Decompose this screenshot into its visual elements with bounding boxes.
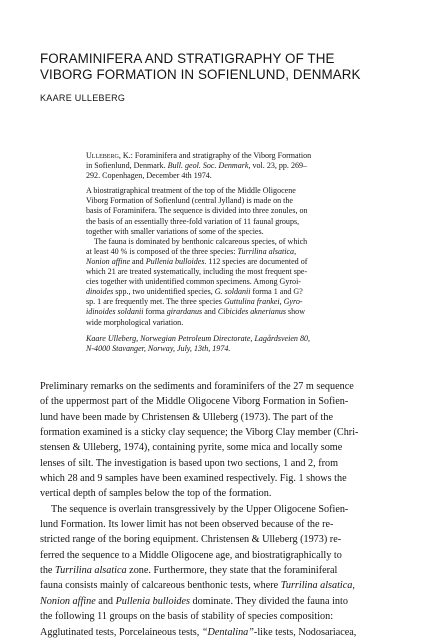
body-text (40, 379, 395, 640)
citation: Ulleberg, K.: Foraminifera and stratigraphy of the Viborg Formation in Sofienlund, Denmark. Bull. geol. Soc. Denmark, vol. 23, pp. 269– 292. Copenhagen, December 4th 1974. (86, 151, 312, 181)
author-name: KAARE ULLEBERG (40, 93, 126, 103)
title-line-1: FORAMINIFERA AND STRATIGRAPHY OF THE (40, 51, 335, 66)
title-line-2: VIBORG FORMATION IN SOFIENLUND, DENMARK (40, 67, 361, 82)
body-paragraph-2: The sequence is overlain transgressively by the Upper Oligocene Sofien- lund Formation. Its lower limit has not been observed because of the re- stricted range of the boring equipment. Christensen & Ulleberg (1973) re- ferred the sequence to a Middle Oligocene age, and biostratigraphically to the Turrilina alsatica zone. Furthermore, they state that the foraminiferal fauna consists mainly of calcareous benthonic tests, where Turrilina alsatica, Nonion affine and Pullenia bulloides dominate. They divided the fauna into the following 11 groups on the basis of stability of species composition: Agglutinated tests, Porcelaineous tests, “Dentalina”-like tests, Nodosariacea, (40, 503, 357, 638)
paper-title (40, 51, 410, 83)
body-paragraph-1: Preliminary remarks on the sediments and foraminifers of the 27 m sequence of the uppermost part of the Middle Oligocene Viborg Formation in Sofien- lund have been made by Christensen & Ulleberg (1973). The part of the formation examined is a sticky clay sequence; the Viborg Clay member (Chri- stensen & Ulleberg, 1974), containing pyrite, some mica and locally some lenses of silt. The investigation is based upon two sections, 1 and 2, from which 28 and 9 samples have been examined respectively. Fig. 1 shows the vertical depth of samples below the top of the formation. (40, 381, 359, 500)
abstract-paragraph-2: The fauna is dominated by benthonic calcareous species, of which at least 40 % is composed of the three species: Turrilina alsatica, Nonion affine and Pullenia bulloides. 112 species are documented of which 21 are treated systematically, including the most frequent spe- cies together with unidentified common specimens. Among Gyroi- dinoides spp., two unidentified species, G. soldanii forma 1 and G? sp. 1 are frequently met. The three species Guttulina frankei, Gyro- idinoides soldanii forma girardanus and Cibicides aknerianus show wide morphological variation. (86, 236, 308, 327)
author-affiliation: Kaare Ulleberg, Norwegian Petroleum Directorate, Lagårdsveien 80, N-4000 Stavanger, Norway, July, 13th, 1974. (86, 333, 311, 353)
abstract-block (86, 151, 386, 354)
abstract-paragraph-1: A biostratigraphical treatment of the top of the Middle Oligocene Viborg Formation of Sofienlund (central Jylland) is made on the basis of Foraminifera. The sequence is divided into three zonules, on the basis of an essentially three-fold variation of 11 faunal groups, together with smaller variations of some of the species. (86, 186, 308, 236)
